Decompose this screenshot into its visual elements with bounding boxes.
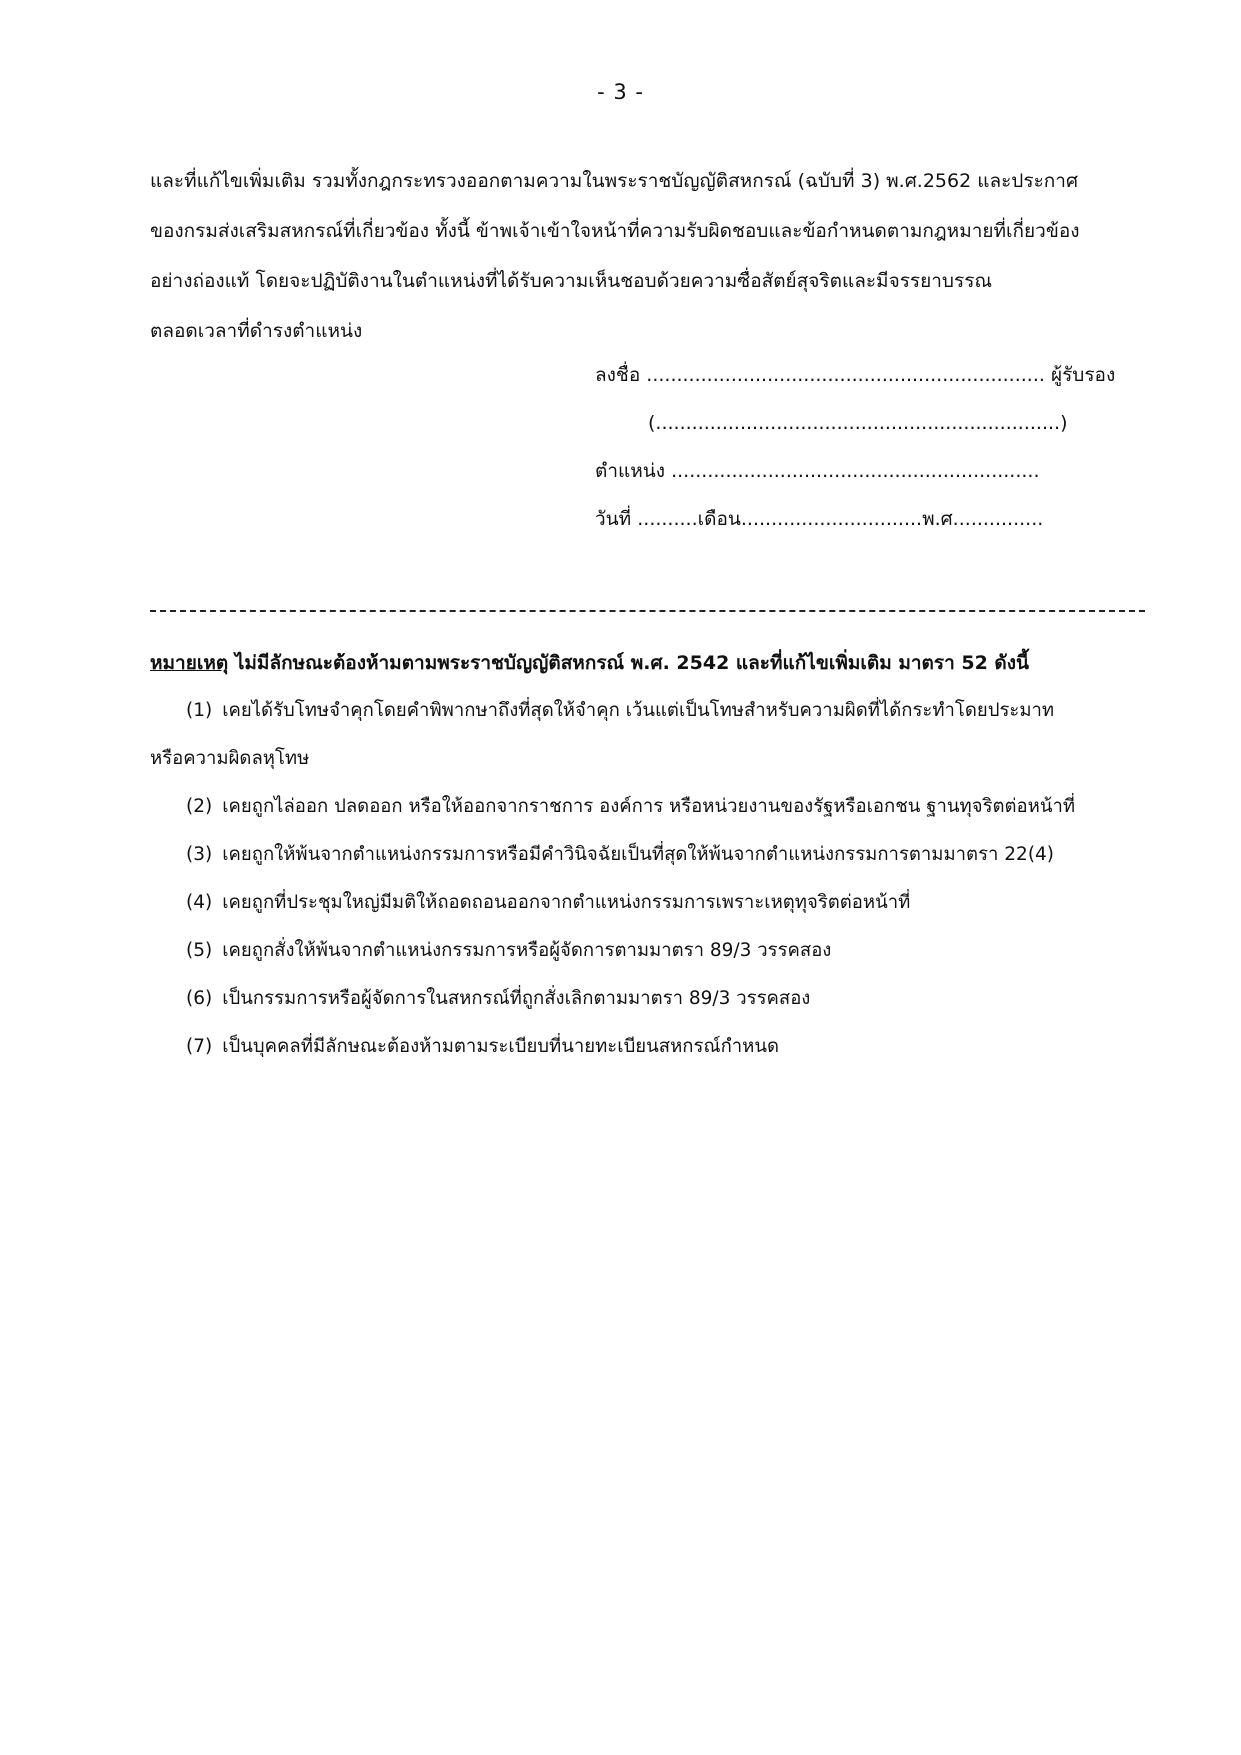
list-item-number: (5) [186,940,213,961]
note-heading-text: ไม่มีลักษณะต้องห้ามตามพระราชบัญญัติสหกรณ์ พ.ศ. 2542 และที่แก้ไขเพิ่มเติม มาตรา 52 ดังนี้ [234,652,1030,674]
dashed-divider [150,610,1145,612]
list-item [186,794,1075,820]
sign-label: ลงชื่อ [595,364,641,386]
list-item-number: (1) [186,700,213,721]
position-label: ตำแหน่ง [595,460,666,482]
list-item-number: (2) [186,796,213,817]
signature-line [595,362,1115,388]
list-item-number: (7) [186,1036,213,1057]
name-line: (...................................................................) [648,412,1068,434]
page-number: - 3 - [597,80,644,104]
list-item-continuation: หรือความผิดลหุโทษ [150,748,310,769]
list-item [186,938,831,964]
position-line [595,458,1040,484]
list-item-text: เป็นกรรมการหรือผู้จัดการในสหกรณ์ที่ถูกสั่งเลิกตามมาตรา 89/3 วรรคสอง [222,988,811,1009]
list-item [186,698,1054,724]
paragraph-line-1: และที่แก้ไขเพิ่มเติม รวมทั้งกฎกระทรวงออกตามความในพระราชบัญญัติสหกรณ์ (ฉบับที่ 3) พ.ศ.2562 และประกาศ [150,170,1079,192]
list-item-text: เคยถูกให้พ้นจากตำแหน่งกรรมการหรือมีคำวินิจฉัยเป็นที่สุดให้พ้นจากตำแหน่งกรรมการตามมาตรา 22(4) [222,844,1055,865]
list-item-number: (4) [186,892,213,913]
list-item-text: เคยถูกที่ประชุมใหญ่มีมติให้ถอดถอนออกจากตำแหน่งกรรมการเพราะเหตุทุจริตต่อหน้าที่ [222,892,911,913]
paragraph-line-3: อย่างถ่องแท้ โดยจะปฏิบัติงานในตำแหน่งที่ได้รับความเห็นชอบด้วยความซื่อสัตย์สุจริตและมีจรรยาบรรณ [150,270,993,292]
list-item-text: เคยถูกไล่ออก ปลดออก หรือให้ออกจากราชการ องค์การ หรือหน่วยงานของรัฐหรือเอกชน ฐานทุจริตต่อหน้าที่ [222,796,1076,817]
list-item [186,1034,779,1060]
list-item [186,890,910,916]
date-label: วันที่ [595,508,632,530]
paragraph-line-2: ของกรมส่งเสริมสหกรณ์ที่เกี่ยวข้อง ทั้งนี้ ข้าพเจ้าเข้าใจหน้าที่ความรับผิดชอบและข้อกำหนดตามกฎหมายที่เกี่ยวข้อง [150,220,1080,242]
list-item-text: เป็นบุคคลที่มีลักษณะต้องห้ามตามระเบียบที่นายทะเบียนสหกรณ์กำหนด [222,1036,780,1057]
position-dots: ............................................................. [671,460,1040,482]
date-line [595,506,1043,532]
year-label: พ.ศ. [922,508,959,530]
list-item-number: (3) [186,844,213,865]
note-heading [150,650,1029,676]
list-item-number: (6) [186,988,213,1009]
list-item [186,842,1054,868]
date-dots-year: .............. [958,508,1044,530]
list-item [186,986,810,1012]
list-item-text: เคยได้รับโทษจำคุกโดยคำพิพากษาถึงที่สุดให้จำคุก เว้นแต่เป็นโทษสำหรับความผิดที่ได้กระทำโดยประมาท [222,700,1055,721]
sign-dots: .................................................................. [646,364,1045,386]
month-label: เดือน [697,508,741,530]
paragraph-line-4: ตลอดเวลาที่ดำรงตำแหน่ง [150,320,363,342]
note-heading-label: หมายเหตุ [150,652,229,674]
list-item-text: เคยถูกสั่งให้พ้นจากตำแหน่งกรรมการหรือผู้จัดการตามมาตรา 89/3 วรรคสอง [222,940,832,961]
sign-role: ผู้รับรอง [1050,364,1116,386]
date-dots-month: .............................. [740,508,923,530]
date-dots-day: .......... [637,508,698,530]
